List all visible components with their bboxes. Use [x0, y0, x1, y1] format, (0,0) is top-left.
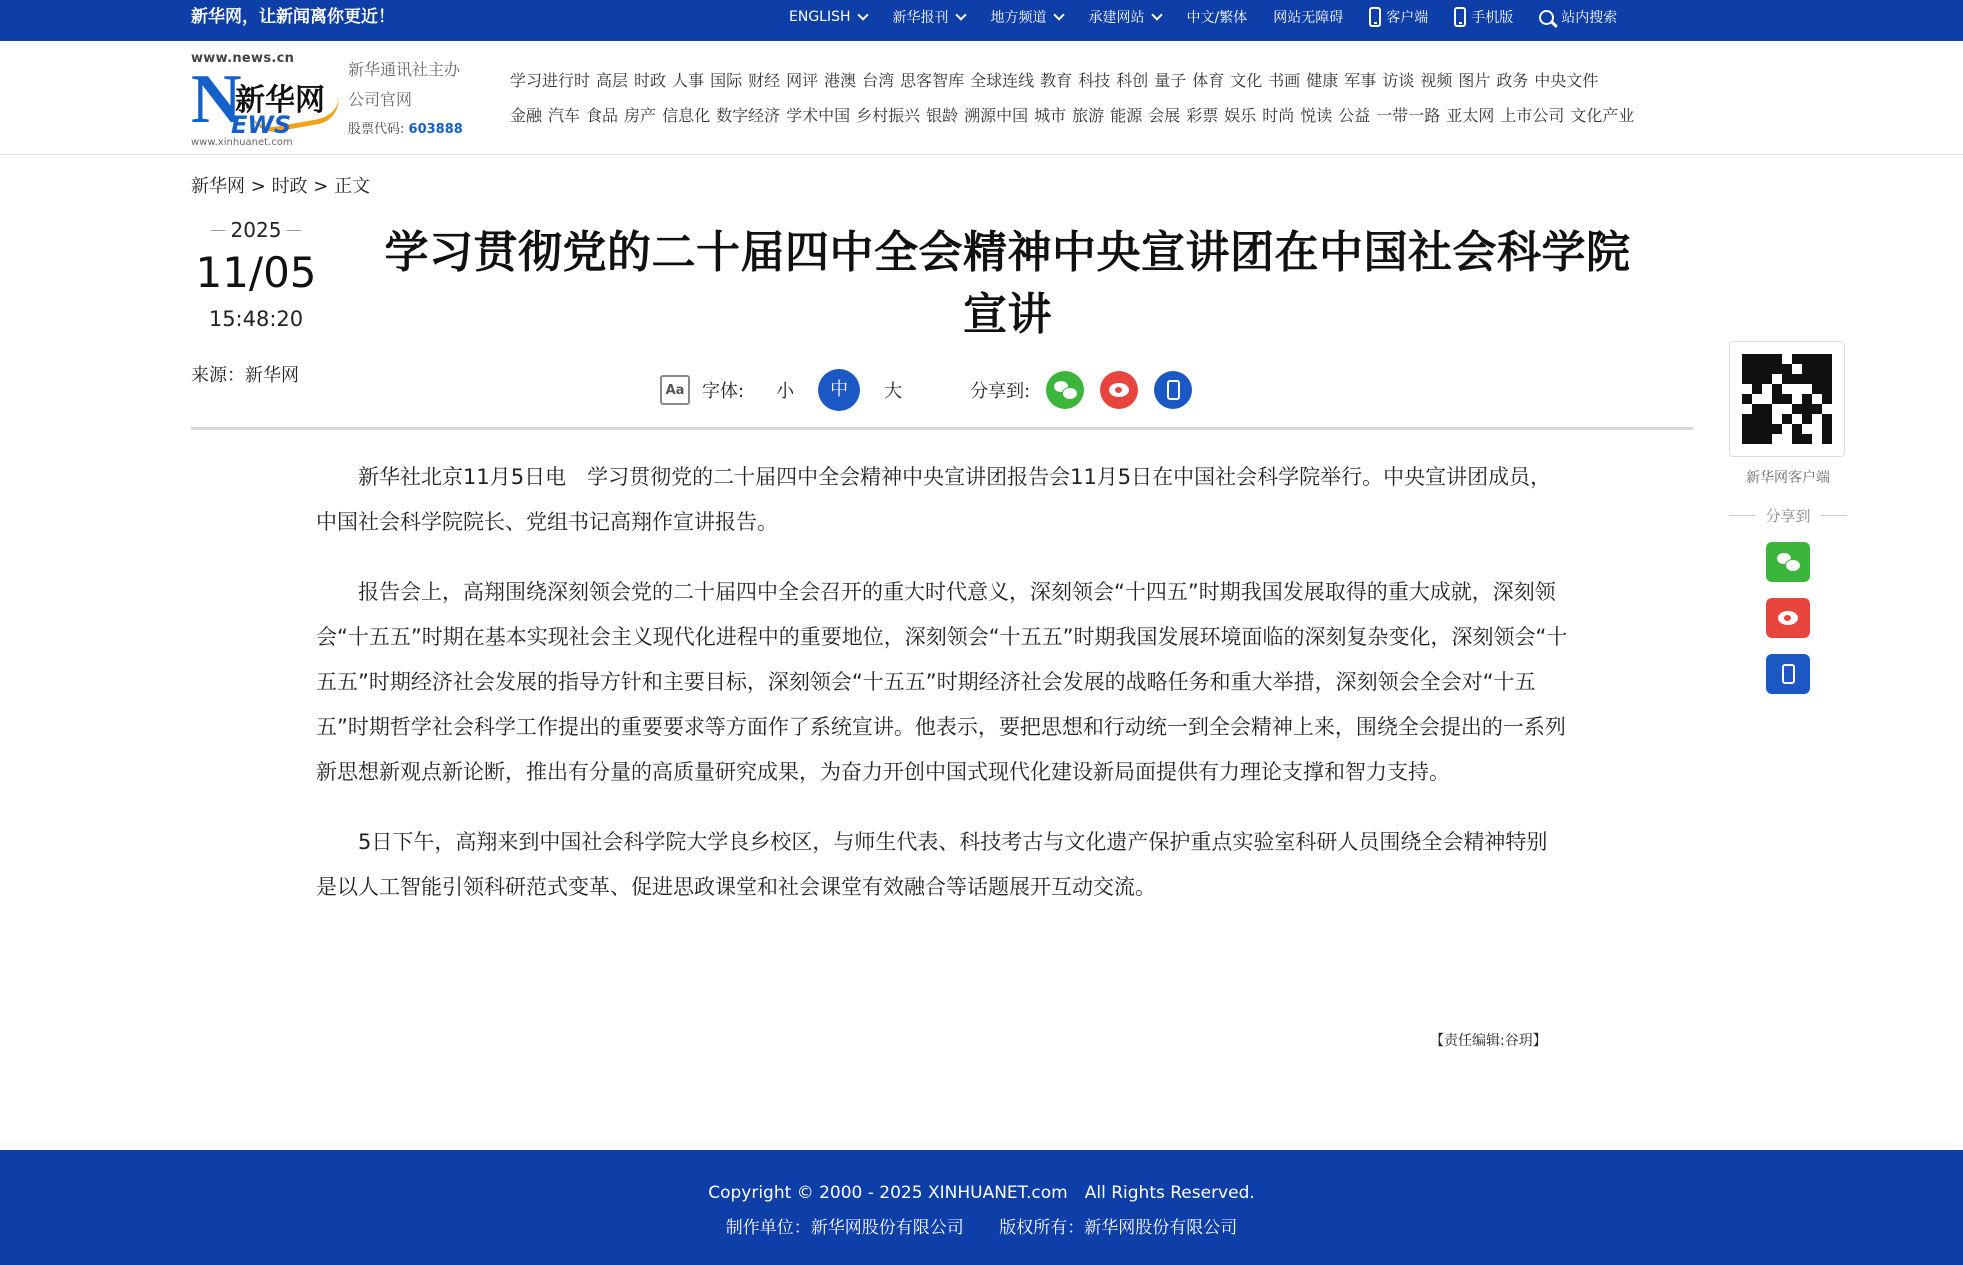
qr-cell [1812, 364, 1822, 374]
article-paragraph: 5日下午，高翔来到中国社会科学院大学良乡校区，与师生代表、科技考古与文化遗产保护重点实验室科研人员围绕全会精神特别是以人工智能引领科研范式变革、促进思政课堂和社会课堂有效融合等话题展开互动交流。 [316, 830, 1548, 899]
org-info [348, 55, 463, 145]
channel-link[interactable]: 量子 [1154, 71, 1187, 90]
channel-link[interactable]: 视频 [1420, 71, 1453, 90]
qr-cell [1752, 374, 1762, 384]
channel-link[interactable]: 全球连线 [970, 71, 1035, 90]
org-line2: 公司官网 [348, 90, 413, 109]
article-title-line1: 学习贯彻党的二十届四中全会精神中央宣讲团在中国社会科学院 [384, 227, 1631, 278]
top-nav-local-channels[interactable] [991, 7, 1063, 27]
footer-info [0, 1213, 1963, 1238]
channel-link[interactable]: 银龄 [926, 106, 959, 125]
qr-cell [1812, 414, 1822, 424]
qr-cell [1812, 384, 1822, 394]
channel-link[interactable]: 彩票 [1186, 106, 1219, 125]
side-panel [1729, 341, 1847, 694]
qr-cell [1772, 414, 1782, 424]
qr-cell [1802, 434, 1812, 444]
side-share-label: 分享到 [1729, 505, 1847, 526]
qr-cell [1762, 374, 1772, 384]
qr-cell [1762, 414, 1772, 424]
qr-cell [1802, 354, 1812, 364]
channel-link[interactable]: 悦读 [1300, 106, 1333, 125]
qr-cell [1772, 384, 1782, 394]
qr-cell [1802, 374, 1812, 384]
side-share-mobile-button[interactable] [1766, 654, 1810, 694]
share-wechat-button[interactable] [1046, 371, 1084, 409]
qr-cell [1742, 404, 1752, 414]
org-line1: 新华通讯社主办 [348, 60, 461, 79]
qr-cell [1742, 424, 1752, 434]
channel-link[interactable]: 军事 [1344, 71, 1377, 90]
top-nav-label: 地方频道 [990, 10, 1047, 26]
channel-link[interactable]: 信息化 [662, 106, 711, 125]
qr-cell [1792, 374, 1802, 384]
logo-url-bottom: www.xinhuanet.com [191, 137, 293, 148]
channel-link[interactable]: 一带一路 [1376, 106, 1441, 125]
channel-link[interactable]: 公益 [1338, 106, 1371, 125]
qr-cell [1742, 354, 1752, 364]
qr-cell [1772, 354, 1782, 364]
qr-cell [1782, 384, 1792, 394]
channel-link[interactable]: 娱乐 [1224, 106, 1257, 125]
channel-link[interactable]: 人事 [672, 71, 705, 90]
publish-month-day: 11/05 [195, 248, 317, 297]
logo-url: www.news.cn [191, 51, 295, 66]
channel-link[interactable]: 亚太网 [1446, 106, 1495, 125]
mobile-icon [1782, 664, 1795, 684]
channel-link[interactable]: 体育 [1192, 71, 1225, 90]
channel-link[interactable]: 图片 [1458, 71, 1491, 90]
qr-cell [1762, 354, 1772, 364]
qr-cell [1772, 434, 1782, 444]
channel-link[interactable]: 教育 [1040, 71, 1073, 90]
qr-cell [1792, 404, 1802, 414]
qr-cell [1752, 424, 1762, 434]
chevron-down-icon [1053, 9, 1064, 20]
qr-cell [1822, 384, 1832, 394]
qr-cell [1772, 404, 1782, 414]
channel-link[interactable]: 科创 [1116, 71, 1149, 90]
mobile-icon [1167, 380, 1180, 400]
publish-date [191, 218, 321, 331]
font-size-medium-button[interactable]: 中 [818, 369, 860, 411]
top-nav-language[interactable] [1187, 7, 1248, 27]
qr-cell [1822, 354, 1832, 364]
channel-link[interactable]: 访谈 [1382, 71, 1415, 90]
qr-cell [1782, 374, 1792, 384]
side-share-wechat-button[interactable] [1766, 542, 1810, 582]
wechat-icon [1054, 381, 1076, 399]
weibo-icon [1778, 611, 1798, 625]
logo-news: EWS [231, 111, 292, 139]
qr-cell [1812, 374, 1822, 384]
stock-label: 股票代码: [348, 122, 405, 137]
qr-cell [1762, 364, 1772, 374]
channel-link[interactable]: 会展 [1148, 106, 1181, 125]
qr-cell [1812, 424, 1822, 434]
channel-link[interactable]: 时尚 [1262, 106, 1295, 125]
qr-cell [1792, 354, 1802, 364]
qr-cell [1802, 394, 1812, 404]
qr-cell [1822, 364, 1832, 374]
channel-link[interactable]: 能源 [1110, 106, 1143, 125]
qr-cell [1822, 394, 1832, 404]
qr-cell [1772, 374, 1782, 384]
weibo-icon [1109, 383, 1129, 397]
qr-cell [1752, 404, 1762, 414]
qr-cell [1782, 404, 1792, 414]
channel-link[interactable]: 高层 [596, 71, 629, 90]
qr-cell [1802, 424, 1812, 434]
channel-link[interactable]: 政务 [1496, 71, 1529, 90]
qr-cell [1752, 414, 1762, 424]
qr-cell [1782, 364, 1792, 374]
wechat-icon [1777, 553, 1799, 571]
chevron-down-icon [857, 9, 868, 20]
article-paragraph: 新华社北京11月5日电 学习贯彻党的二十届四中全会精神中央宣讲团报告会11月5日在中国社会科学院举行。中央宣讲团成员，中国社会科学院院长、党组书记高翔作宣讲报告。 [316, 465, 1552, 534]
top-bar [0, 0, 1963, 41]
breadcrumb-separator: > [313, 176, 329, 197]
responsible-editor: 【责任编辑:谷玥】 [1430, 1033, 1547, 1049]
chevron-down-icon [955, 9, 966, 20]
qr-cell [1752, 384, 1762, 394]
channel-link[interactable]: 台湾 [862, 71, 895, 90]
channel-link[interactable]: 学术中国 [786, 106, 851, 125]
font-size-large-button[interactable]: 大 [884, 381, 903, 402]
channel-link[interactable]: 港澳 [824, 71, 857, 90]
qr-cell [1802, 414, 1812, 424]
qr-cell [1782, 354, 1792, 364]
site-logo[interactable] [191, 51, 341, 147]
qr-cell [1822, 404, 1832, 414]
top-nav-accessibility[interactable] [1273, 7, 1343, 27]
channel-link[interactable]: 网评 [786, 71, 819, 90]
qr-cell [1752, 364, 1762, 374]
qr-cell [1792, 364, 1802, 374]
qr-cell [1762, 394, 1772, 404]
logo-name: 新华网 [235, 83, 325, 118]
channel-row-2 [510, 98, 1690, 133]
qr-cell [1802, 364, 1812, 374]
channel-link[interactable]: 科技 [1078, 71, 1111, 90]
qr-cell [1812, 394, 1822, 404]
top-nav-label: ENGLISH [789, 9, 851, 25]
stock-info [348, 115, 463, 145]
qr-cell [1752, 434, 1762, 444]
qr-cell [1742, 374, 1752, 384]
article-paragraph: 报告会上，高翔围绕深刻领会党的二十届四中全会召开的重大时代意义，深刻领会“十四五”时期我国发展取得的重大成就，深刻领会“十五五”时期在基本实现社会主义现代化进程中的重要地位，深刻领会“十五五”时期我国发展环境面临的深刻复杂变化，深刻领会“十五五”时期经济社会发展的指导方针和主要目标，深刻领会“十五五”时期经济社会发展的战略任务和重大举措，深刻领会全会对“十五五”时期哲学社会科学工作提出的重要要求等方面作了系统宣讲。他表示，要把思想和行动统一到全会精神上来，围绕全会提出的一系列新思想新观点新论断，推出有分量的高质量研究成果，为奋力开创中国式现代化建设新局面提供有力理论支撑和智力支持。 [316, 580, 1568, 784]
channel-link[interactable]: 汽车 [548, 106, 581, 125]
qr-cell [1762, 434, 1772, 444]
article-body [316, 455, 1568, 935]
qr-cell [1802, 384, 1812, 394]
qr-cell [1812, 354, 1822, 364]
channel-link[interactable]: 国际 [710, 71, 743, 90]
qr-cell [1792, 394, 1802, 404]
article-title-line2: 宣讲 [963, 289, 1052, 340]
side-share-weibo-button[interactable] [1766, 598, 1810, 638]
qr-cell [1752, 394, 1762, 404]
share-weibo-button[interactable] [1100, 371, 1138, 409]
top-nav-label: 承建网站 [1088, 10, 1145, 26]
article-tools [660, 368, 1208, 412]
site-header [0, 41, 1963, 155]
top-nav-label: 新华报刊 [892, 10, 949, 26]
qr-cell [1782, 394, 1792, 404]
phone-icon [1369, 7, 1381, 27]
qr-cell [1812, 434, 1822, 444]
qr-cell [1782, 424, 1792, 434]
qr-cell [1812, 404, 1822, 414]
qr-cell [1802, 404, 1812, 414]
qr-cell [1792, 434, 1802, 444]
footer-copyright: Copyright © 2000 - 2025 XINHUANET.com All Rights Reserved. [708, 1183, 1255, 1203]
channel-link[interactable]: 金融 [510, 106, 543, 125]
breadcrumb-current: 正文 [334, 176, 371, 197]
channel-link[interactable]: 溯源中国 [964, 106, 1029, 125]
channel-link[interactable]: 书画 [1268, 71, 1301, 90]
channel-link[interactable]: 食品 [586, 106, 619, 125]
qr-code [1729, 341, 1845, 457]
top-nav-english[interactable] [789, 9, 867, 25]
top-nav-label: 客户端 [1386, 10, 1429, 26]
top-nav-hosted-sites[interactable] [1089, 7, 1161, 27]
qr-cell [1762, 424, 1772, 434]
qr-cell [1792, 424, 1802, 434]
top-nav-newspapers[interactable] [893, 7, 965, 27]
search-icon [1539, 10, 1554, 25]
top-nav [789, 0, 1643, 34]
share-label: 分享到: [970, 381, 1031, 402]
stock-code[interactable]: 603888 [408, 122, 463, 137]
channel-nav [510, 63, 1690, 133]
channel-row-1 [510, 63, 1690, 98]
channel-link[interactable]: 健康 [1306, 71, 1339, 90]
top-nav-search[interactable] [1539, 7, 1617, 27]
article-title [380, 222, 1635, 346]
channel-link[interactable]: 文化 [1230, 71, 1263, 90]
channel-link[interactable]: 文化产业 [1570, 106, 1635, 125]
publish-time: 15:48:20 [208, 307, 304, 331]
share-mobile-button[interactable] [1154, 371, 1192, 409]
qr-cell [1742, 384, 1752, 394]
mobile-icon [1454, 7, 1466, 27]
channel-link[interactable]: 时政 [634, 71, 667, 90]
qr-cell [1762, 384, 1772, 394]
qr-cell [1742, 414, 1752, 424]
channel-link[interactable]: 乡村振兴 [856, 106, 921, 125]
channel-link[interactable]: 房产 [624, 106, 657, 125]
top-nav-client[interactable] [1369, 7, 1428, 27]
top-nav-label: 手机版 [1471, 10, 1514, 26]
font-size-small-button[interactable]: 小 [776, 381, 795, 402]
qr-cell [1742, 364, 1752, 374]
channel-link[interactable]: 上市公司 [1500, 106, 1565, 125]
breadcrumb [191, 172, 370, 198]
top-nav-label: 中文/繁体 [1186, 10, 1248, 26]
qr-cell [1822, 424, 1832, 434]
qr-cell [1742, 434, 1752, 444]
top-nav-label: 站内搜索 [1561, 10, 1618, 26]
qr-cell [1822, 374, 1832, 384]
qr-cell [1782, 414, 1792, 424]
channel-link[interactable]: 旅游 [1072, 106, 1105, 125]
qr-label: 新华网客户端 [1746, 470, 1830, 486]
channel-link[interactable]: 学习进行时 [510, 71, 591, 90]
qr-cell [1792, 414, 1802, 424]
footer-owner: 版权所有：新华网股份有限公司 [999, 1218, 1238, 1238]
logo-letter: N [191, 61, 242, 138]
channel-link[interactable]: 财经 [748, 71, 781, 90]
top-nav-label: 网站无障碍 [1273, 10, 1344, 26]
site-slogan: 新华网，让新闻离你更近！ [191, 7, 395, 27]
channel-link[interactable]: 城市 [1034, 106, 1067, 125]
channel-link[interactable]: 中央文件 [1534, 71, 1599, 90]
title-divider [191, 427, 1693, 430]
top-nav-mobile[interactable] [1454, 7, 1513, 27]
breadcrumb-section[interactable]: 时政 [271, 176, 308, 197]
qr-cell [1822, 414, 1832, 424]
breadcrumb-separator: > [250, 176, 266, 197]
qr-cell [1792, 384, 1802, 394]
qr-cell [1772, 364, 1782, 374]
qr-cell [1742, 394, 1752, 404]
qr-code-icon [1742, 354, 1832, 444]
qr-cell [1772, 424, 1782, 434]
channel-link[interactable]: 思客智库 [900, 71, 965, 90]
publish-year: 2025 [191, 218, 321, 242]
font-size-icon: Aa [660, 375, 690, 405]
qr-cell [1822, 434, 1832, 444]
qr-cell [1752, 354, 1762, 364]
breadcrumb-home[interactable]: 新华网 [191, 176, 245, 197]
qr-cell [1782, 434, 1792, 444]
article-source: 来源：新华网 [191, 365, 299, 386]
qr-cell [1772, 394, 1782, 404]
chevron-down-icon [1151, 9, 1162, 20]
font-size-label: 字体: [702, 381, 745, 402]
channel-link[interactable]: 数字经济 [716, 106, 781, 125]
qr-cell [1762, 404, 1772, 414]
footer-producer: 制作单位：新华网股份有限公司 [725, 1218, 964, 1238]
site-footer [0, 1150, 1963, 1265]
